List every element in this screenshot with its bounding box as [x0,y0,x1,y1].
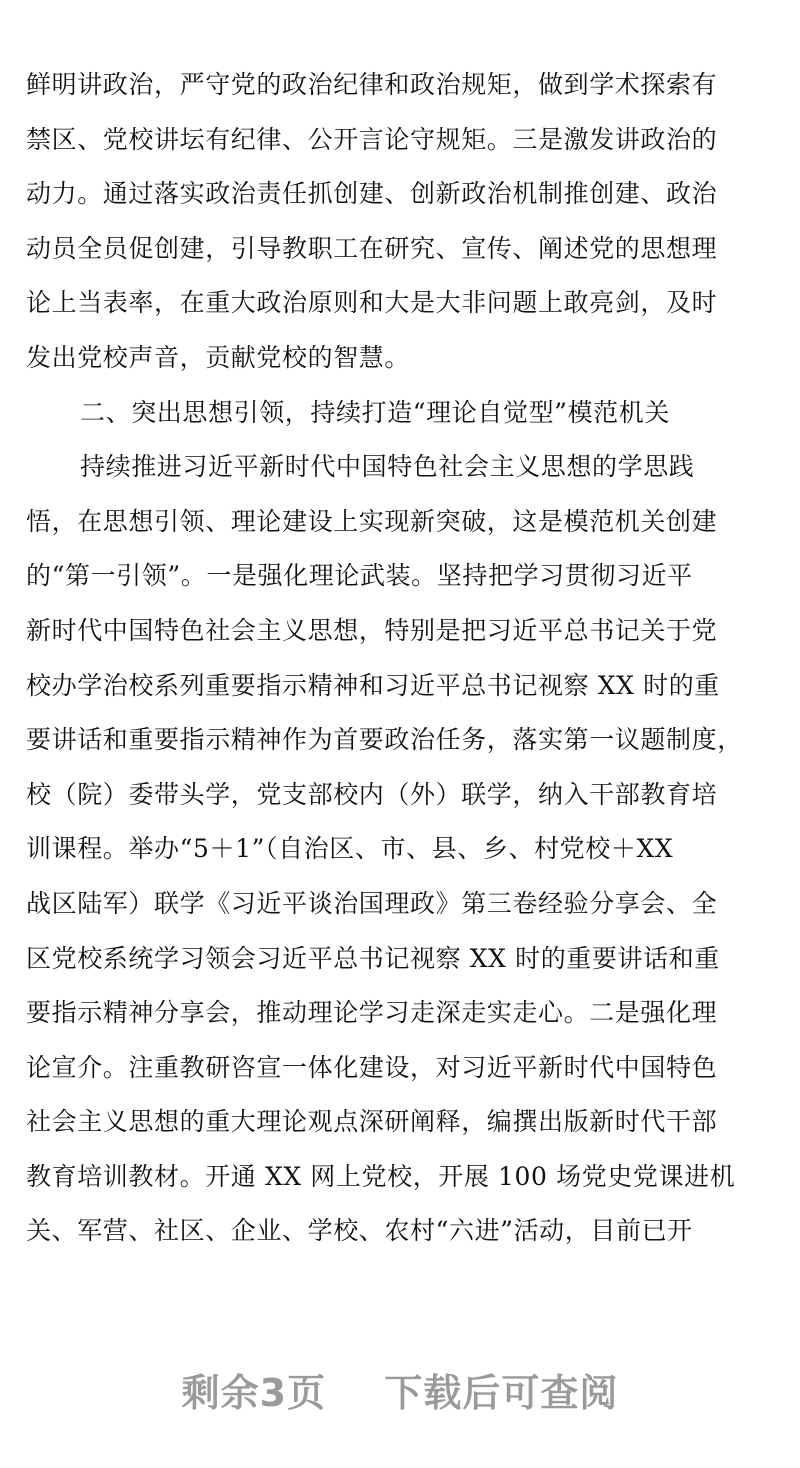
body-line: 要指示精神分享会，推动理论学习走深走实走心。二是强化理 [26,998,718,1028]
remaining-pages-label: 剩余3页 [181,1371,327,1415]
body-line: 校办学治校系列重要指示精神和习近平总书记视察 XX 时的重 [26,670,720,700]
document-body [26,58,774,1259]
body-line: 论上当表率，在重大政治原则和大是大非问题上敢亮剑，及时 [26,288,718,318]
body-line: 训课程。举办“5＋1”（自治区、市、县、乡、村党校＋XX [26,834,674,864]
body-line: 动力。通过落实政治责任抓创建、创新政治机制推创建、政治 [26,179,718,209]
body-line: 鲜明讲政治，严守党的政治纪律和政治规矩，做到学术探索有 [26,70,718,99]
body-line: 持续推进习近平新时代中国特色社会主义思想的学思践 [80,452,695,482]
body-line: 新时代中国特色社会主义思想，特别是把习近平总书记关于党 [26,615,718,645]
section-heading: 二、突出思想引领，持续打造“理论自觉型”模范机关 [80,397,670,427]
body-line: 关、军营、社区、企业、学校、农村“六进”活动，目前已开 [26,1216,693,1246]
body-line: 动员全员促创建，引导教职工在研究、宣传、阐述党的思想理 [26,233,718,263]
body-line: 教育培训教材。开通 XX 网上党校，开展 100 场党史党课进机 [26,1161,736,1191]
body-line: 禁区、党校讲坛有纪律、公开言论守规矩。三是激发讲政治的 [26,124,718,154]
body-line: 要讲话和重要指示精神作为首要政治任务，落实第一议题制度， [26,725,743,755]
body-line: 的“第一引领”。一是强化理论武装。坚持把学习贯彻习近平 [26,561,693,591]
download-to-view-label: 下载后可查阅 [384,1371,619,1415]
download-prompt[interactable] [0,1362,800,1417]
body-line: 校（院）委带头学，党支部校内（外）联学，纳入干部教育培 [26,779,718,809]
body-line: 发出党校声音，贡献党校的智慧。 [26,342,411,372]
body-line: 悟，在思想引领、理论建设上实现新突破，这是模范机关创建 [26,506,718,536]
body-line: 论宣介。注重教研咨宣一体化建设，对习近平新时代中国特色 [26,1052,718,1082]
body-line: 社会主义思想的重大理论观点深研阐释，编撰出版新时代干部 [26,1107,718,1137]
body-line: 区党校系统学习领会习近平总书记视察 XX 时的重要讲话和重 [26,943,720,973]
body-line: 战区陆军）联学《习近平谈治国理政》第三卷经验分享会、全 [26,888,718,918]
